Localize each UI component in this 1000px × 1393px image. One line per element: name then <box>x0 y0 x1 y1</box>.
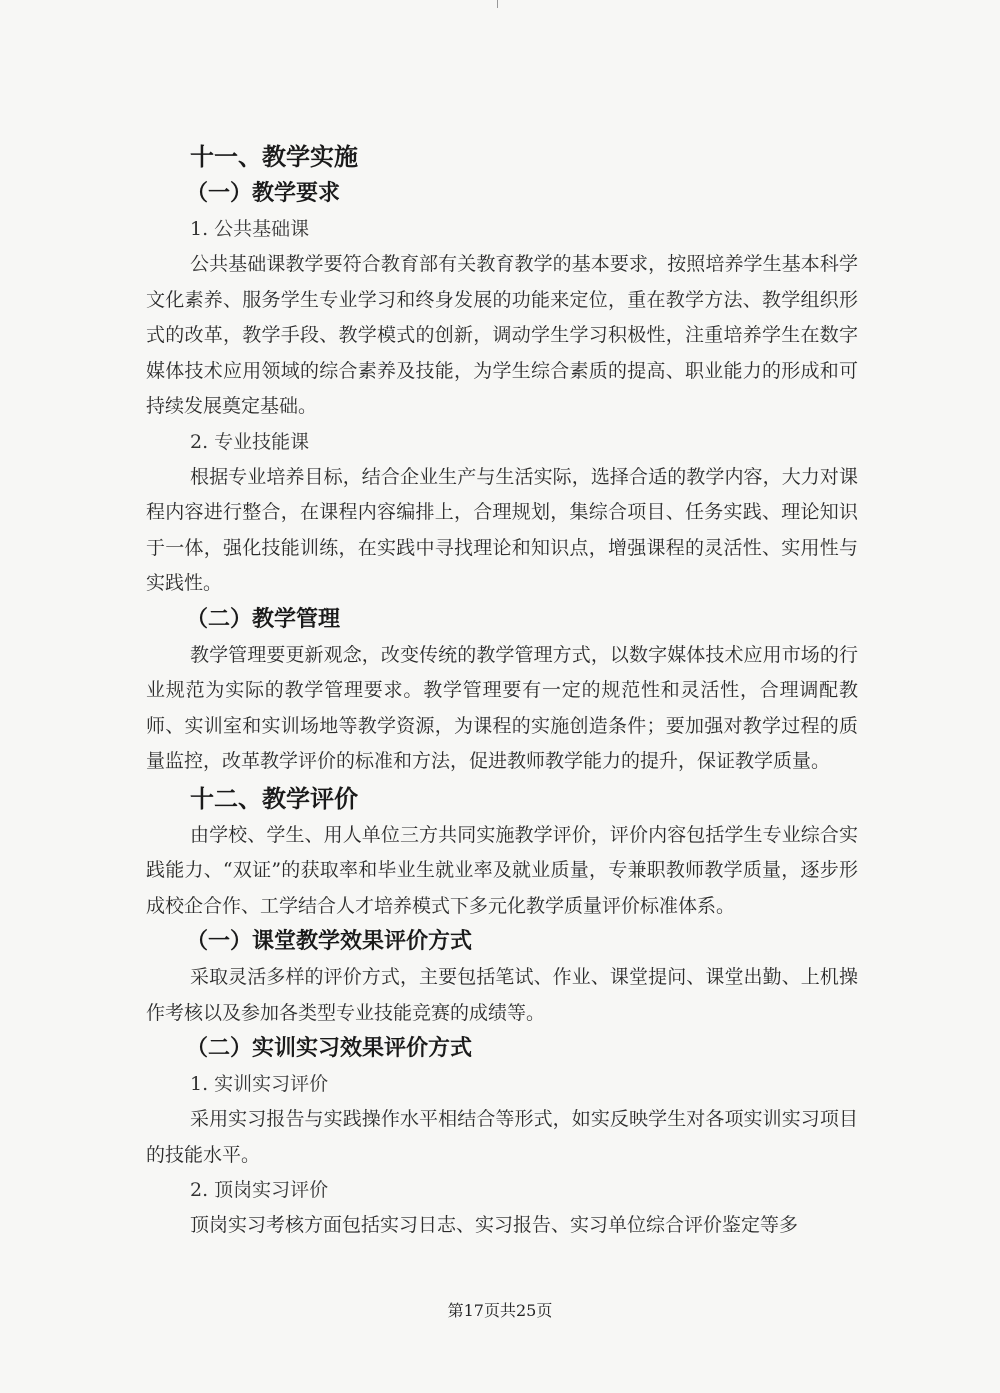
section-heading: 十二、教学评价 <box>190 784 358 813</box>
fold-mark <box>497 0 498 8</box>
item-heading: 1. 公共基础课 <box>190 218 310 240</box>
paragraph: 根据专业培养目标，结合企业生产与生活实际，选择合适的教学内容，大力对课程内容进行整合，在课程内容编排上，合理规划，集综合项目、任务实践、理论知识于一体，强化技能训练，在实践中寻找理论和知识点，增强课程的灵活性、实用性与实践性。 <box>146 465 858 594</box>
paragraph: 采用实习报告与实践操作水平相结合等形式，如实反映学生对各项实训实习项目的技能水平。 <box>146 1108 858 1166</box>
subsection-heading: （二）实训实习效果评价方式 <box>186 1036 473 1061</box>
subsection-heading: （二）教学管理 <box>186 606 341 632</box>
paragraph: 顶岗实习考核方面包括实习日志、实习报告、实习单位综合评价鉴定等多 <box>190 1214 799 1236</box>
item-heading: 2. 顶岗实习评价 <box>190 1179 329 1201</box>
document-body <box>146 138 858 1244</box>
paragraph: 采取灵活多样的评价方式，主要包括笔试、作业、课堂提问、课堂出勤、上机操作考核以及参加各类型专业技能竞赛的成绩等。 <box>146 966 858 1024</box>
item-heading: 2. 专业技能课 <box>190 430 310 453</box>
section-heading: 十一、教学实施 <box>190 143 358 171</box>
page-number: 第17页共25页 <box>447 1301 553 1320</box>
item-heading: 1. 实训实习评价 <box>190 1073 329 1095</box>
paragraph: 由学校、学生、用人单位三方共同实施教学评价，评价内容包括学生专业综合实践能力、“双证”的获取率和毕业生就业率及就业质量，专兼职教师教学质量，逐步形成校企合作、工学结合人才培养模式下多元化教学质量评价标准体系。 <box>146 823 858 917</box>
paragraph: 教学管理要更新观念，改变传统的教学管理方式，以数字媒体技术应用市场的行业规范为实际的教学管理要求。教学管理要有一定的规范性和灵活性，合理调配教师、实训室和实训场地等教学资源，为课程的实施创造条件；要加强对教学过程的质量监控，改革教学评价的标准和方法，促进教师教学能力的提升，保证教学质量。 <box>146 643 858 772</box>
subsection-heading: （一）课堂教学效果评价方式 <box>186 929 473 954</box>
subsection-heading: （一）教学要求 <box>186 181 341 206</box>
paragraph: 公共基础课教学要符合教育部有关教育教学的基本要求，按照培养学生基本科学文化素养、服务学生专业学习和终身发展的功能来定位，重在教学方法、教学组织形式的改革，教学手段、教学模式的创新，调动学生学习积极性，注重培养学生在数字媒体技术应用领域的综合素养及技能，为学生综合素质的提高、职业能力的形成和可持续发展奠定基础。 <box>146 253 858 417</box>
